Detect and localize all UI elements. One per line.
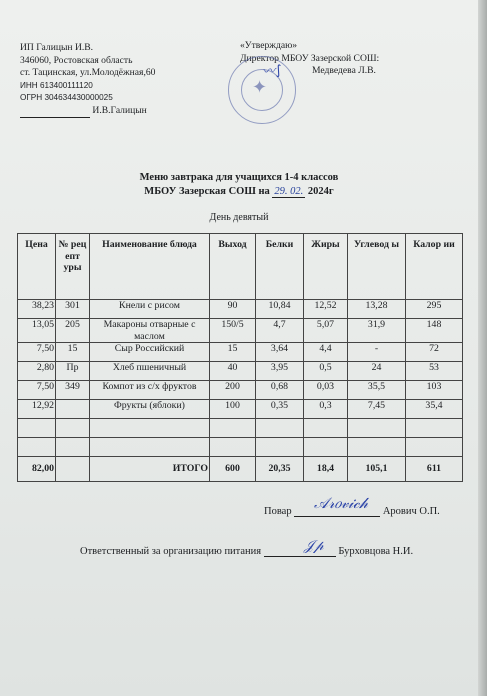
cell-empty xyxy=(256,419,304,438)
table-row xyxy=(18,400,463,419)
cell-dish: Кнели с рисом xyxy=(90,300,210,319)
title-year: 2024г xyxy=(307,186,334,197)
cook-label: Повар xyxy=(264,506,292,517)
table-row-empty xyxy=(18,438,463,457)
cell-recipe: 301 xyxy=(56,300,90,319)
org-signer: И.В.Галицын xyxy=(92,104,147,116)
total-protein: 20,35 xyxy=(256,457,304,482)
cell-recipe: 205 xyxy=(56,319,90,343)
cell-empty xyxy=(210,419,256,438)
cell-price: 12,92 xyxy=(18,400,56,419)
table-total-row xyxy=(18,457,463,482)
org-signature-row xyxy=(20,105,155,118)
cook-name: Арович О.П. xyxy=(382,506,440,517)
responsible-signature-line xyxy=(264,556,336,557)
cell-calories: 295 xyxy=(406,300,463,319)
table-row xyxy=(18,343,463,362)
responsible-signature: 𝒥𝓅 xyxy=(304,538,324,554)
cell-recipe xyxy=(56,400,90,419)
title-prefix: МБОУ Зазерская СОШ на xyxy=(144,186,270,197)
header-calories: Калор ии xyxy=(406,234,463,300)
cell-carbs: 35,5 xyxy=(348,381,406,400)
org-address-1: 346060, Ростовская область xyxy=(20,54,133,66)
cell-empty xyxy=(18,419,56,438)
menu-day: День девятый xyxy=(209,212,269,223)
responsible-name: Бурховцова Н.И. xyxy=(338,546,414,557)
org-requisites xyxy=(20,42,155,118)
cell-protein: 0,68 xyxy=(256,381,304,400)
cell-protein: 3,95 xyxy=(256,362,304,381)
cell-fat: 0,5 xyxy=(304,362,348,381)
cook-signature-line xyxy=(294,516,380,517)
cell-price: 38,23 xyxy=(18,300,56,319)
cell-yield: 200 xyxy=(210,381,256,400)
cell-empty xyxy=(406,419,463,438)
document-title xyxy=(0,171,478,199)
cell-protein: 0,35 xyxy=(256,400,304,419)
signature-line xyxy=(20,117,90,118)
page-edge xyxy=(478,0,487,696)
cell-protein: 10,84 xyxy=(256,300,304,319)
org-inn: ИНН 613400111120 xyxy=(20,80,93,90)
cell-price: 7,50 xyxy=(18,343,56,362)
approval-title: «Утверждаю» xyxy=(240,40,298,51)
cell-protein: 4,7 xyxy=(256,319,304,343)
cell-calories: 72 xyxy=(406,343,463,362)
cell-empty xyxy=(348,438,406,457)
cell-price: 7,50 xyxy=(18,381,56,400)
total-yield: 600 xyxy=(210,457,256,482)
cell-fat: 4,4 xyxy=(304,343,348,362)
cell-calories: 53 xyxy=(406,362,463,381)
table-row xyxy=(18,319,463,343)
total-recipe xyxy=(56,457,90,482)
cell-carbs: 7,45 xyxy=(348,400,406,419)
cell-yield: 40 xyxy=(210,362,256,381)
header-carbs: Углевод ы xyxy=(348,234,406,300)
table-row xyxy=(18,381,463,400)
cell-empty xyxy=(256,438,304,457)
cell-dish: Сыр Российский xyxy=(90,343,210,362)
total-label: ИТОГО xyxy=(90,457,210,482)
cell-price: 13,05 xyxy=(18,319,56,343)
cell-fat: 12,52 xyxy=(304,300,348,319)
cell-recipe: Пр xyxy=(56,362,90,381)
approval-signer: Медведева Л.В. xyxy=(312,65,376,77)
cell-empty xyxy=(90,438,210,457)
table-row xyxy=(18,300,463,319)
total-price: 82,00 xyxy=(18,457,56,482)
cell-recipe: 349 xyxy=(56,381,90,400)
cell-fat: 0,03 xyxy=(304,381,348,400)
cell-carbs: 31,9 xyxy=(348,319,406,343)
cell-yield: 150/5 xyxy=(210,319,256,343)
cell-fat: 0,3 xyxy=(304,400,348,419)
cell-empty xyxy=(210,438,256,457)
cell-dish: Фрукты (яблоки) xyxy=(90,400,210,419)
responsible-signature-row xyxy=(80,546,413,557)
cell-empty xyxy=(304,419,348,438)
cell-empty xyxy=(56,419,90,438)
title-line-1: Меню завтрака для учащихся 1-4 классов xyxy=(139,172,339,183)
cell-empty xyxy=(90,419,210,438)
cell-empty xyxy=(348,419,406,438)
header-protein: Белки xyxy=(256,234,304,300)
org-address-2: ст. Тацинская, ул.Молодёжная,60 xyxy=(20,67,156,79)
table-header-row xyxy=(18,234,463,300)
cell-empty xyxy=(18,438,56,457)
cell-empty xyxy=(56,438,90,457)
cell-empty xyxy=(304,438,348,457)
cell-carbs: 13,28 xyxy=(348,300,406,319)
total-carbs: 105,1 xyxy=(348,457,406,482)
cell-yield: 90 xyxy=(210,300,256,319)
header-recipe: № рец епт уры xyxy=(56,234,90,300)
header-dish-name: Наименование блюда xyxy=(90,234,210,300)
cell-calories: 148 xyxy=(406,319,463,343)
title-line-2 xyxy=(0,185,478,199)
cook-signature: 𝒜𝓇𝑜𝓋𝒾𝒸𝒽 xyxy=(314,494,368,512)
eagle-emblem-icon: ✦ xyxy=(252,77,268,97)
cell-recipe: 15 xyxy=(56,343,90,362)
cell-yield: 100 xyxy=(210,400,256,419)
table-row-empty xyxy=(18,419,463,438)
org-ogrn: ОГРН 304634430000025 xyxy=(20,93,113,103)
director-signature: 〰∫ xyxy=(261,62,283,80)
header-fat: Жиры xyxy=(304,234,348,300)
cell-dish: Компот из с/х фруктов xyxy=(90,381,210,400)
menu-table xyxy=(17,233,463,482)
cell-fat: 5,07 xyxy=(304,319,348,343)
cell-yield: 15 xyxy=(210,343,256,362)
handwritten-date: 29. 02. xyxy=(274,186,304,197)
cell-protein: 3,64 xyxy=(256,343,304,362)
cell-calories: 35,4 xyxy=(406,400,463,419)
cell-empty xyxy=(406,438,463,457)
cell-carbs: - xyxy=(348,343,406,362)
total-calories: 611 xyxy=(406,457,463,482)
cell-calories: 103 xyxy=(406,381,463,400)
header-price: Цена xyxy=(18,234,56,300)
responsible-label: Ответственный за организацию питания xyxy=(80,546,262,557)
cell-carbs: 24 xyxy=(348,362,406,381)
cell-dish: Хлеб пшеничный xyxy=(90,362,210,381)
approval-position: Директор МБОУ Зазерской СОШ: xyxy=(240,52,380,64)
cell-price: 2,80 xyxy=(18,362,56,381)
table-row xyxy=(18,362,463,381)
header-yield: Выход xyxy=(210,234,256,300)
cell-dish: Макароны отварные с маслом xyxy=(90,319,210,343)
total-fat: 18,4 xyxy=(304,457,348,482)
org-name: ИП Галицын И.В. xyxy=(20,42,94,53)
